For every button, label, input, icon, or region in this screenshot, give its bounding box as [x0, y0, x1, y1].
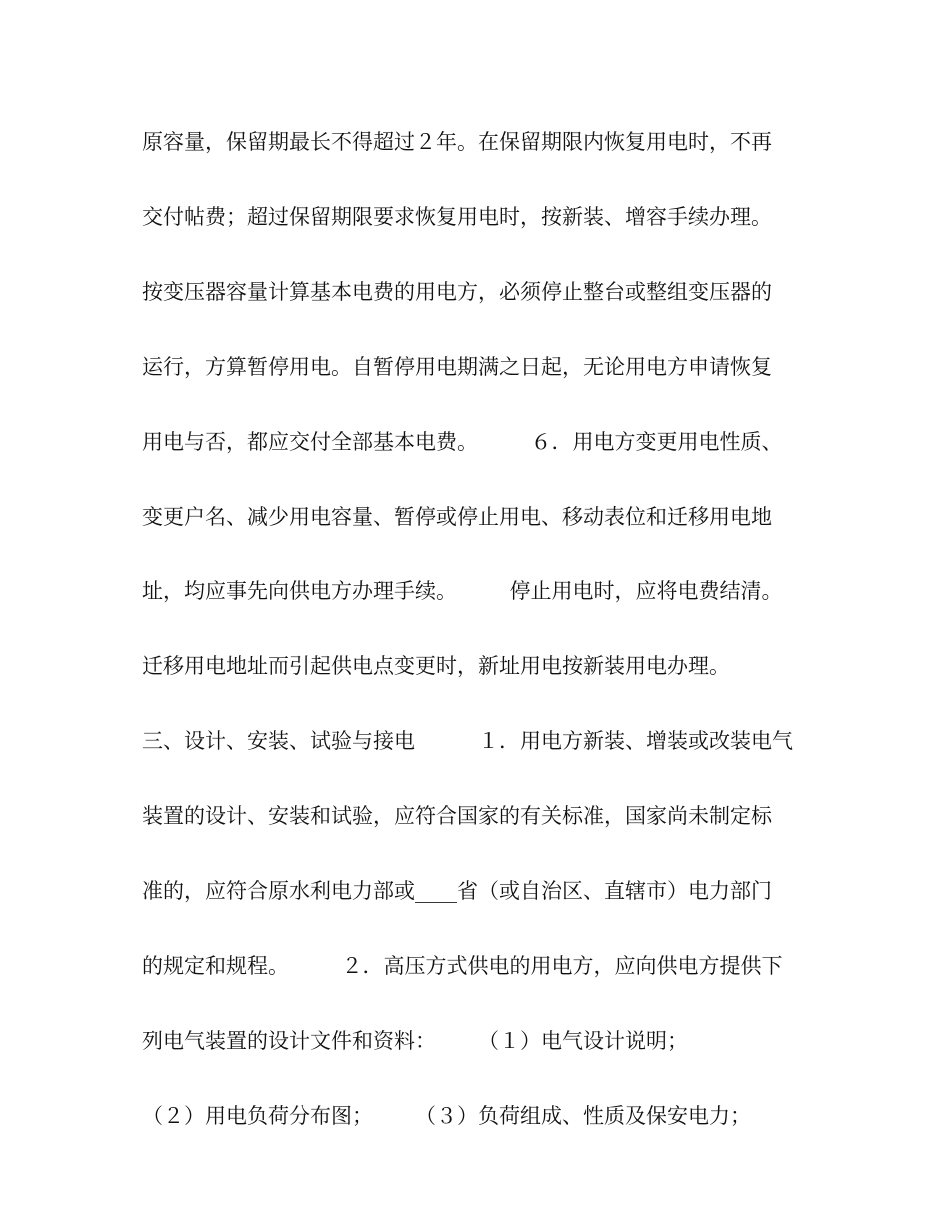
- text-line: 列电气装置的设计文件和资料： （１）电气设计说明；: [142, 1029, 688, 1053]
- text-line: 交付帖费；超过保留期限要求恢复用电时，按新装、增容手续办理。: [142, 205, 772, 229]
- text-line: （２）用电负荷分布图； （３）负荷组成、性质及保安电力；: [142, 1104, 751, 1128]
- text-line: 原容量，保留期最长不得超过２年。在保留期限内恢复用电时，不再: [142, 130, 772, 154]
- text-line: 址，均应事先向供电方办理手续。 停止用电时，应将电费结清。: [142, 579, 783, 603]
- text-line: 准的，应符合原水利电力部或____省（或自治区、直辖市）电力部门: [142, 879, 772, 903]
- text-line: 装置的设计、安装和试验，应符合国家的有关标准，国家尚未制定标: [142, 804, 772, 828]
- text-line: 迁移用电地址而引起供电点变更时，新址用电按新装用电办理。: [142, 654, 730, 678]
- text-line: 的规定和规程。 ２．高压方式供电的用电方，应向供电方提供下: [142, 954, 783, 978]
- text-line: 运行，方算暂停用电。自暂停用电期满之日起，无论用电方申请恢复: [142, 355, 772, 379]
- text-line: 变更户名、减少用电容量、暂停或停止用电、移动表位和迁移用电地: [142, 505, 772, 529]
- text-line: 用电与否，都应交付全部基本电费。 ６．用电方变更用电性质、: [142, 430, 783, 454]
- text-line: 按变压器容量计算基本电费的用电方，必须停止整台或整组变压器的: [142, 280, 772, 304]
- section-heading-line: 三、设计、安装、试验与接电 １．用电方新装、增装或改装电气: [142, 729, 793, 753]
